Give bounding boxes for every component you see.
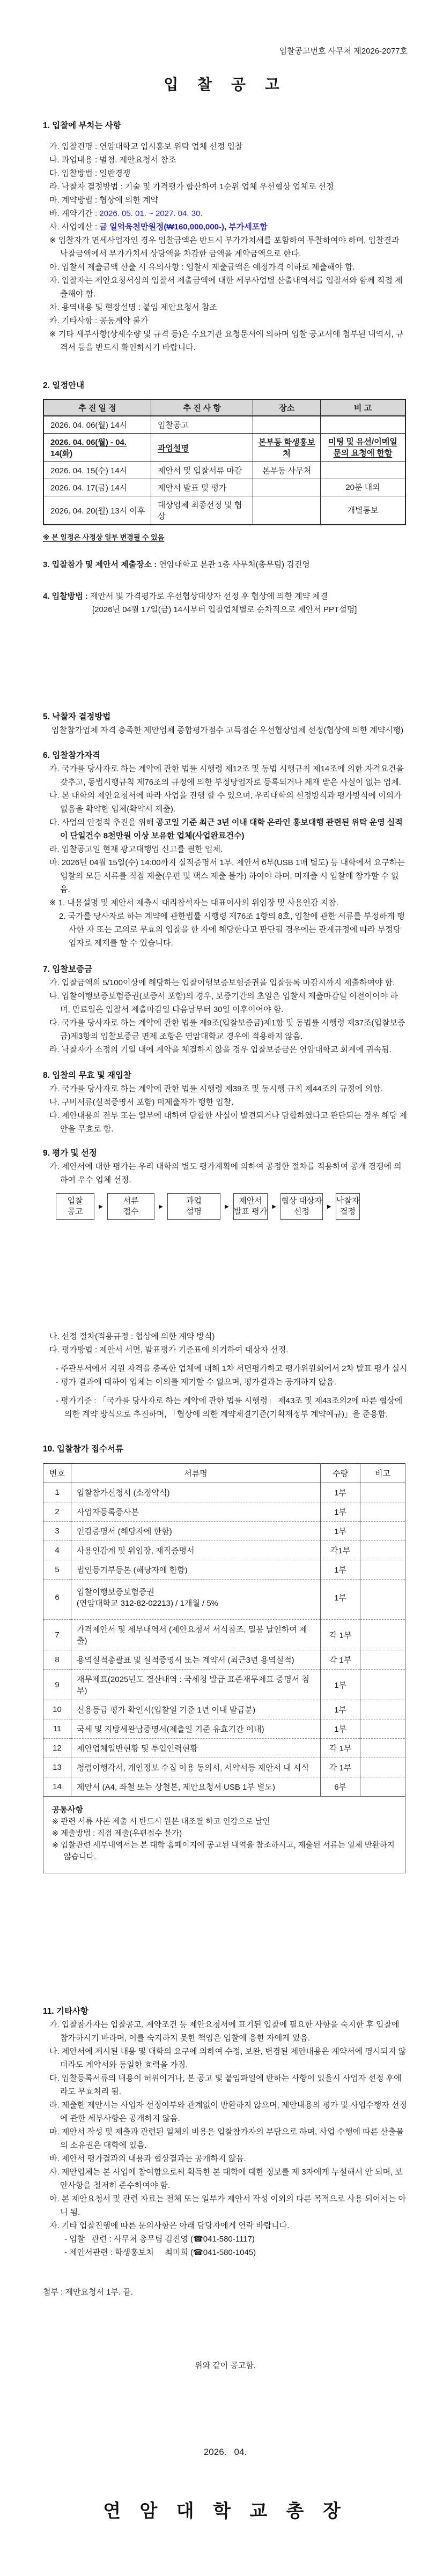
schedule-note: ※ 본 일정은 사정상 일부 변경될 수 있음 (43, 533, 165, 541)
experience-requirement: 공고일 기준 최근 3년 이내 대학 온라인 홍보대행 관련된 위탁 운영 실적이 단일건수 8천만원 이상 보유한 업체(사업완료건수) (60, 818, 403, 840)
table-row: 3 인감증명서 (해당자에 한함) 1부 (43, 1522, 405, 1541)
list-item: 라. 제출한 제안서는 사업자 선정여부와 관계없이 반환하지 않으며, 제안내용의 평가 및 사업수행자 선정에 관한 세부사항은 공개하지 않음. (49, 2101, 407, 2123)
doc-number: 입찰공고번호 사무처 제2026-2077호 (279, 47, 408, 56)
schedule-table (43, 399, 406, 525)
common-note: ※ 입찰관련 세부내역서는 본 대학 홈페이지에 공고된 내역을 참조하시고, 제출된 서류는 일체 반환하지 않습니다. (52, 1841, 395, 1862)
list-item: 라. 낙찰자가 소정의 기일 내에 계약을 체결하지 않을 경우 입찰보증금은 연암대학교 회계에 귀속됨. (49, 1045, 392, 1054)
common-title: 공통사항 (52, 1805, 83, 1814)
table-row: 13 청렴이행각서, 개인정보 수집 이용 동의서, 서약서등 제안서 내 서식 각 1부 (43, 1758, 405, 1777)
list-item: 다. 국가를 당사자로 하는 계약에 관한 법률 제9조(입찰보증금)제1항 및 동법률 시행령 제37조(입찰보증금)제3항의 입찰보증금 면제 조항은 연암대학교 경우에 적용하지 않음. (49, 1018, 405, 1041)
section-3-text: 연암대학교 본관 1층 사무처(총무팀) 김진영 (159, 560, 310, 569)
list-item: 사. 제안업체는 본 사업에 참여함으로써 획득한 본 대학에 대한 정보를 제 3자에게 누설해서 안 되며, 보안사항을 철저히 준수하여야 함. (49, 2168, 403, 2190)
list-item: 카. 기타사항 : 공동계약 불가 (49, 316, 149, 325)
col-header-remark: 비고 (360, 1464, 405, 1483)
table-row: 2026. 04. 06(월) - 04. 14(화) 과업설명 본부동 학생홍보처 미팅 및 유선/이메일 문의 요청에 한함 (43, 434, 405, 462)
section-9-heading: 9. 평가 및 선정 (43, 1149, 97, 1158)
list-item: 마. 제안서 작성 및 제출과 관련된 일체의 비용은 입찰참가자의 부담으로 하며, 사업 수행에 따른 산출물의 소유권은 대학에 있음. (49, 2127, 404, 2150)
list-item: 가. 국가를 당사자로 하는 계약에 관한 법률 시행령 제39조 및 동시행 규칙 제44조의 규정에 의함. (49, 1084, 383, 1093)
label: 바. 계약기간 : (49, 209, 100, 218)
section-1-heading: 1. 입찰에 부치는 사항 (43, 121, 121, 130)
table-row: 11 국세 및 지방세완납증명서(제출일 기준 유효기간 이내) 1부 (43, 1719, 405, 1739)
flow-step-task-briefing: 과업 설명 (167, 1193, 220, 1220)
sub-item: - 주관부서에서 지원 자격을 충족한 업체에 대해 1차 서면평가하고 평가위원회에서 2차 발표 평가 실시 (56, 1364, 408, 1373)
list-item: 가. 입찰건명 : 연암대학교 입시홍보 위탁 업체 선정 입찰 (49, 142, 243, 151)
list-item: 라. 입찰공고일 현재 광고대행업 신고를 필한 업체. (49, 845, 223, 854)
selection-process-flow (56, 1193, 408, 1220)
table-row: 2026. 04. 17(금) 14시 제안서 발표 및 평가 20분 내외 (43, 479, 405, 496)
table-row: 2026. 04. 15(수) 14시 제안서 및 입찰서류 마감 본부동 사무처 (43, 462, 405, 479)
col-header-no: 번호 (43, 1464, 71, 1483)
common-note: ※ 관련 서류 사본 제출 시 반드시 원본 대조필 하고 인감으로 날인 (52, 1818, 270, 1826)
list-item: 나. 구비서류(실적증명서 포함) 미제출자가 행한 입찰. (49, 1098, 234, 1107)
section-8-heading: 8. 입찰의 무효 및 재입찰 (43, 1071, 131, 1080)
announcement-line: 위와 같이 공고함. (195, 2361, 256, 2370)
table-row: 2026. 04. 06(월) 14시 입찰공고 (43, 416, 405, 434)
list-item: 나. 제안서에 제시된 내용 및 대학의 요구에 의하여 수정, 보완, 변경된 제안내용은 계약서에 명시되지 않더라도 계약서와 동일한 효력을 가짐. (49, 2047, 406, 2069)
list-item: 나. 입찰이행보증보험증권(보증서 포함)의 경우, 보증기간의 초일은 입찰서 제출마감일 이전이어야 하며, 만료일은 입찰서 제출마감일 다음날부터 30일 이후이어야 함. (49, 992, 398, 1014)
col-header-date: 추 진 일 정 (43, 399, 151, 416)
table-row: 2 사업자등록증사본 1부 (43, 1502, 405, 1522)
list-item: 다. 평가방법 : 제안서 서면, 발표평가 기준표에 의거하여 대상자 선정. (49, 1345, 289, 1354)
page-title: 입 찰 공 고 (164, 76, 287, 93)
col-header-name: 서류명 (71, 1464, 320, 1483)
section-4-heading: 4. 입찰방법 : (43, 592, 90, 601)
budget-value: 금 일억육천만원정(₩160,000,000-), 부가세포함 (99, 222, 268, 232)
list-item: 자. 기타 입찰진행에 따른 문의사항은 아래 담당자에게 연락 바랍니다. (49, 2221, 290, 2230)
documents-table (43, 1463, 405, 1873)
list-item-experience (43, 816, 408, 843)
section-3 (43, 558, 408, 571)
arrow-right-icon: ▶ (327, 1203, 331, 1210)
section-4 (43, 590, 408, 603)
common-requirements-row (43, 1797, 405, 1873)
section-1-items (43, 140, 408, 354)
list-item-contract-period (43, 207, 408, 220)
list-item: 마. 2026년 04월 15일(수) 14:00까지 실적증명서 1부, 제안서 6부(USB 1매 별도) 등 대학에서 요구하는 입찰의 모든 서류를 직접 제출(우편 및 팩스 제출 불가) 하여야 하며, 미제출 시 입찰에 참가할 수 없음. (49, 858, 405, 894)
common-note: ※ 제출방법 : 직접 제출(우편접수 불가) (52, 1829, 182, 1838)
list-item: 가. 입찰금액의 5/100이상에 해당하는 입찰이행보증보험증권을 입찰등록 마감시까지 제출하여야 함. (49, 978, 395, 987)
contact-bid: - 입찰 관련 : 사무처 총무팀 김진영 (☎041-580-1117) (64, 2235, 255, 2244)
flow-step-negotiation-target: 협상 대상자 선정 (280, 1193, 323, 1220)
section-5-heading: 5. 낙찰자 결정방법 (43, 712, 111, 721)
col-header-task: 추 진 사 항 (151, 399, 253, 416)
section-6-heading: 6. 입찰참가자격 (43, 751, 101, 760)
list-item: 다. 입찰등록서류의 내용이 허위이거나, 본 공고 및 붙임파일에 반하는 사항이 있을시 사업자 선정 후에라도 무효처리 됨. (49, 2074, 402, 2096)
table-row: 4 사용인감계 및 위임장, 재직증명서 각1부 (43, 1541, 405, 1560)
table-row: 1 입찰참가신청서 (소정약식) 1부 (43, 1483, 405, 1502)
list-item: 나. 본 대학의 제안요청서에 따라 사업을 진행 할 수 있으며, 우리대학의 선정방식과 평가방식에 이의가 없음을 확약한 업체(확약서 제출). (49, 791, 402, 814)
section-3-heading: 3. 입찰참가 및 제안서 제출장소 : (43, 560, 159, 569)
table-row: 14 제안서 (A4, 좌철 또는 상철본, 제안요청서 USB 1부 별도) 6부 (43, 1777, 405, 1797)
signer-title: 연 암 대 학 교 총 장 (103, 2501, 348, 2521)
list-item: 나. 과업내용 : 별첨. 제안요청서 참조 (49, 155, 176, 165)
note: ※ 기타 세부사항(상세수량 및 규격 등)은 수요기관 요청문서에 의하며 입찰 공고서에 첨부된 내역서, 규격서 등을 반드시 확인하시기 바랍니다. (49, 330, 404, 352)
list-item: 다. 입찰방법 : 일반경쟁 (49, 169, 131, 178)
section-10-heading: 10. 입찰참가 접수서류 (43, 1445, 123, 1454)
list-item: 자. 입찰자는 제안요청서상의 입찰서 제출금액에 대한 세부사업별 산출내역서를 입찰서와 함께 직접 제출해야 함. (49, 276, 403, 299)
table-row: 6 입찰이행보증보험증권 (연암대학교 312-82-02213) / 1개월 / 5% 1부 (43, 1580, 405, 1620)
list-item: 가. 입찰참가자는 입찰공고, 계약조건 등 제안요청서에 표기된 입찰에 필요한 사항을 숙지한 후 입찰에 참가하시기 바라며, 이를 숙지하지 못한 책임은 입찰에 응한 자에게 있음. (49, 2020, 400, 2043)
table-row: 9 재무제표(2025년도 결산내역 : 국세청 발급 표준재무제표 증명서 첨부) 1부 (43, 1670, 405, 1700)
list-item: 다. 제안내용의 전부 또는 일부에 대하여 담합한 사실이 발견되거나 담합하였다고 판단되는 경우 해당 제안을 무효로 함. (49, 1111, 407, 1134)
col-header-note: 비 고 (320, 399, 405, 416)
list-item: 바. 제안서 평가결과의 내용과 협상결과는 공개하지 않음. (49, 2154, 246, 2163)
section-4-text: 제안서 및 가격평가로 우선협상대상자 선정 후 협상에 의한 계약 체결 (90, 592, 328, 601)
table-row: 10 신용등급 평가 확인서(입찰일 기준 1년 이내 발급분) 1부 (43, 1700, 405, 1719)
flow-step-bid-notice: 입찰 공고 (56, 1193, 94, 1220)
table-row: 5 법인등기부등본 (해당자에 한함) 1부 (43, 1560, 405, 1580)
list-item: 가. 제안서에 대한 평가는 우리 대학의 별도 평가계획에 의하여 공정한 절차를 적용하여 공개 경쟁에 의하여 우수 업체 선정. (49, 1162, 402, 1185)
list-item: 아. 입찰서 제출금액 산출 시 유의사항 : 입찰서 제출금액은 예정가격 이하로 제출해야 함. (49, 263, 355, 272)
section-7-heading: 7. 입찰보증금 (43, 965, 93, 974)
list-item: 아. 본 제안요청서 및 관련 자료는 전체 또는 일부가 제안서 작성 이외의 다른 목적으로 사용 되어서는 아니 됨. (49, 2194, 406, 2217)
flow-step-document-receipt: 서류 접수 (107, 1193, 154, 1220)
list-item: 차. 용역내용 및 현장설명 : 붙임 제안요청서 참조 (49, 303, 217, 312)
flow-step-winner-decision: 낙찰자 결정 (336, 1193, 360, 1220)
sub-item: - 평가기준 : 「국가를 당사자로 하는 계약에 관한 법률 시행령」 제43조 및 제43조의2에 따른 협상에 의한 계약 방식으로 추진하며, 「협상에 의한 계약체결기준(기획재정부 계약예규)」을 준용함. (56, 1396, 403, 1419)
arrow-right-icon: ▶ (159, 1203, 163, 1210)
arrow-right-icon: ▶ (272, 1203, 276, 1210)
flow-step-proposal-evaluation: 제안서 발표 평가 (233, 1193, 268, 1220)
label: 사. 사업예산 : (49, 222, 100, 232)
list-item: 라. 낙찰자 결정방법 : 기술 및 가격평가 합산하여 1순위 업체 우선협상 업체로 선정 (49, 182, 334, 191)
list-item: 나. 선정 절차(적용규정 : 협상에 의한 계약 방식) (49, 1332, 215, 1341)
announcement-date: 2026. 04. (203, 2447, 247, 2457)
list-item-budget (43, 220, 408, 234)
section-2-heading: 2. 일정안내 (43, 381, 85, 390)
schedule-header-row (43, 399, 405, 416)
arrow-right-icon: ▶ (99, 1203, 103, 1210)
col-header-place: 장소 (253, 399, 321, 416)
arrow-right-icon: ▶ (225, 1203, 229, 1210)
col-header-qty: 수량 (321, 1464, 360, 1483)
label: 다. 사업의 안정적 추진을 위해 (49, 818, 156, 827)
documents-header-row (43, 1464, 405, 1483)
contact-proposal: - 제안서관련 : 학생홍보처 최미희 (☎041-580-1045) (64, 2248, 256, 2257)
contract-period-value: 2026. 05. 01. ~ 2027. 04. 30. (99, 209, 203, 218)
table-row: 12 제안업체일반현황 및 투입인력현황 각 1부 (43, 1739, 405, 1758)
table-row: 2026. 04. 20(월) 13시 이후 대상업체 최종선정 및 협상 개별통보 (43, 496, 405, 525)
table-row: 7 가격제안서 및 세부내역서 (제안요청서 서식참조, 밀봉 날인하여 제출) 각 1부 (43, 1620, 405, 1650)
list-item: 가. 국가를 당사자로 하는 계약에 관한 법률 시행령 제12조 및 동법 시행규칙 제14조에 의한 자격요건을 갖추고, 동법시행규칙 제76조의 규정에 의한 부정당업자로 등록되거나 제재 받은 사실이 없는 업체. (49, 764, 404, 787)
note: ※ 입찰자가 면세사업자인 경우 입찰금액은 반드시 부가가치세를 포함하여 투찰하여야 하며, 입찰결과 낙찰금액에서 부가가치세 상당액을 차감한 금액을 계약금액으로 한다. (49, 236, 400, 258)
list-item: 마. 계약방법 : 협상에 의한 계약 (49, 196, 159, 205)
attachment-line: 첨부 : 제안요청서 1부. 끝. (43, 2288, 133, 2297)
note: 2. 국가를 당사자로 하는 계약에 관한법률 시행령 제76조 1항의 8호, 입찰에 관한 서류를 부정하게 행사한 자 또는 고의로 무효의 입찰을 한 자에 해당한다고 판단될 경우에는 관계규정에 따라 부정당업자로 제재를 할 수 있습니다. (59, 912, 405, 948)
section-11-heading: 11. 기타사항 (43, 2007, 88, 2016)
table-row: 8 용역실적총괄표 및 실적증명서 또는 계약서 (최근3년 용역실적) 각 1부 (43, 1650, 405, 1670)
sub-item: - 평가 결과에 대하여 업체는 이의를 제기할 수 없으며, 평가결과는 공개하지 않음. (56, 1378, 336, 1387)
section-4-sub: [2026년 04월 17일(금) 14시부터 입찰업체별로 순차적으로 제안서 PPT설명] (92, 605, 357, 614)
note: ※ 1. 내용설명 및 제안서 제출시 대리참석자는 대표이사의 위임장 및 사용인감 지참. (49, 898, 338, 907)
section-5-body: 입찰참가업체 자격 충족한 제안업체 종합평가점수 고득점순 우선협상업체 선정(협상에 의한 계약시행) (51, 726, 404, 735)
